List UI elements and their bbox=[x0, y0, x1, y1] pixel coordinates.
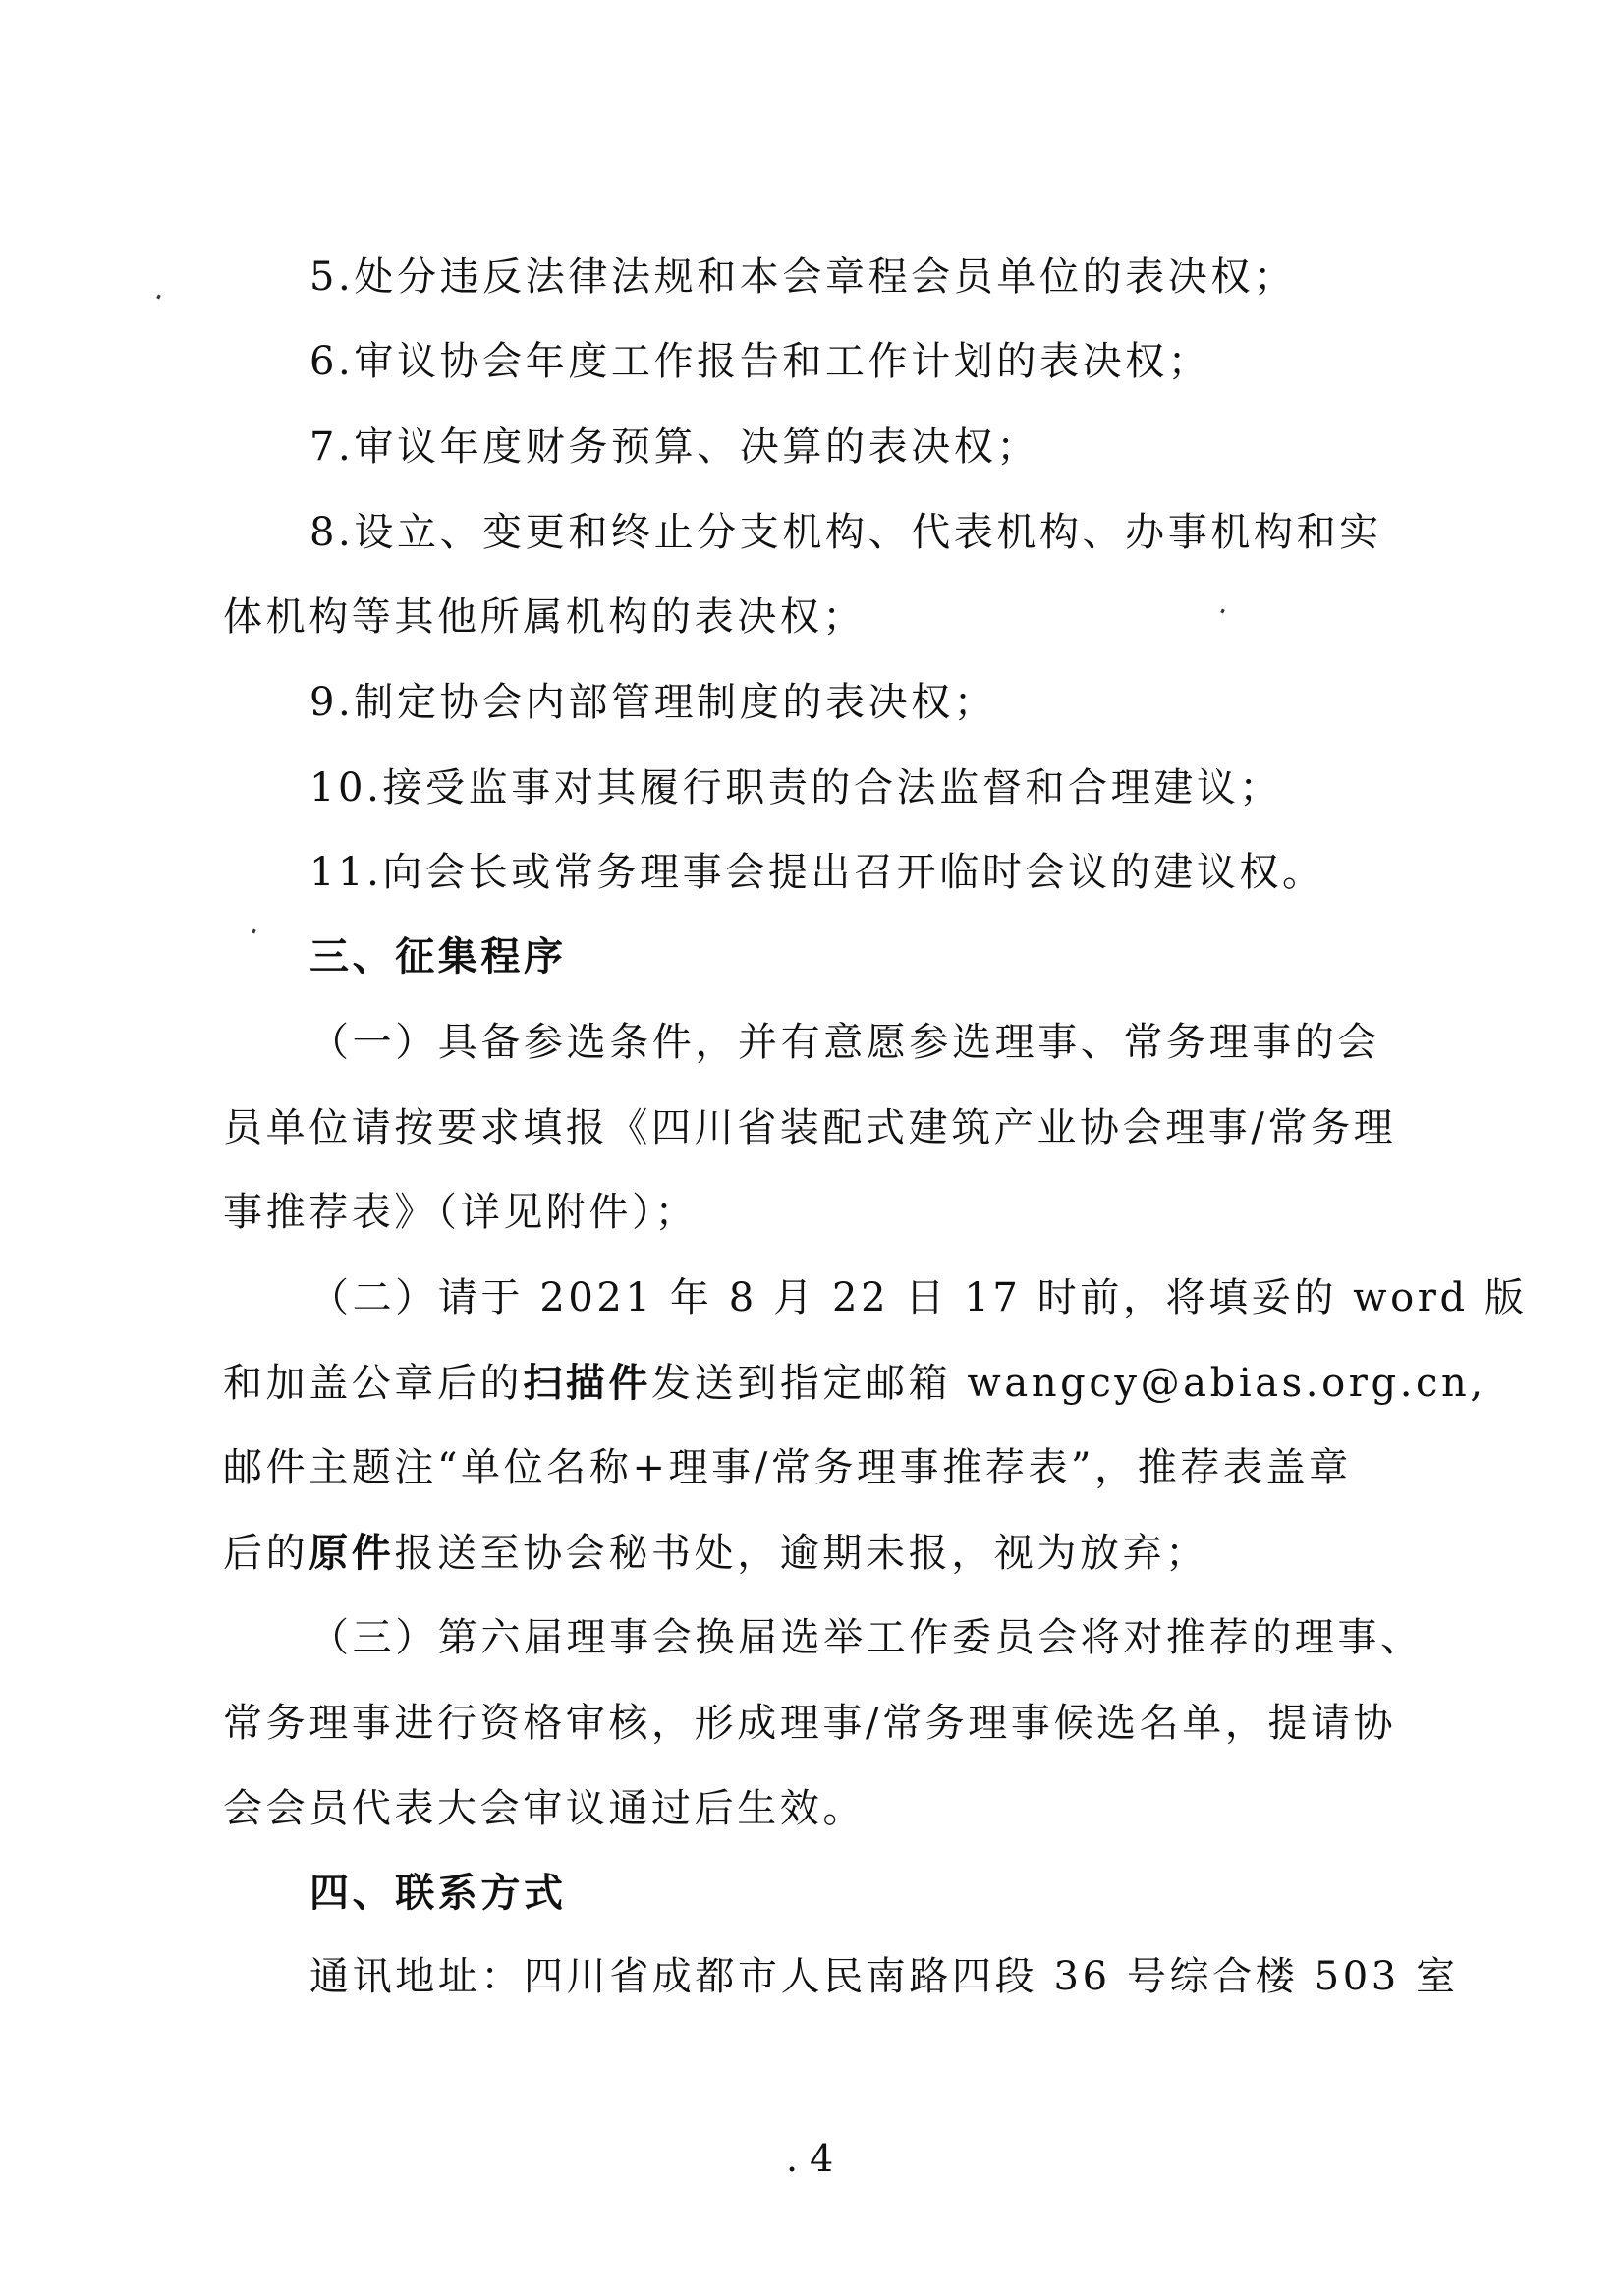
paragraph-item2: （二）请于 2021 年 8 月 22 日 17 时前，将填妥的 word 版 bbox=[309, 1275, 1528, 1320]
list-item: 11.向会长或常务理事会提出召开临时会议的建议权。 bbox=[309, 850, 1325, 895]
list-item: 9.制定协会内部管理制度的表决权； bbox=[309, 680, 997, 725]
text: 后的 bbox=[223, 1531, 309, 1576]
contact-address: 通讯地址：四川省成都市人民南路四段 36 号综合楼 503 室 bbox=[309, 1954, 1459, 1999]
list-item: 10.接受监事对其履行职责的合法监督和合理建议； bbox=[309, 765, 1283, 811]
paragraph-item3-line3: 会会员代表大会审议通过后生效。 bbox=[223, 1786, 866, 1831]
text: 报送至协会秘书处，逾期未报，视为放弃； bbox=[394, 1531, 1208, 1576]
text: 和加盖公章后的 bbox=[223, 1361, 524, 1406]
paragraph-item3: （三）第六届理事会换届选举工作委员会将对推荐的理事、 bbox=[309, 1615, 1424, 1660]
paragraph-item2-line4 bbox=[223, 1530, 1412, 1577]
paragraph-item2-line3: 邮件主题注“单位名称+理事/常务理事推荐表”，推荐表盖章 bbox=[223, 1445, 1352, 1490]
list-item: 6.审议协会年度工作报告和工作计划的表决权； bbox=[309, 339, 1211, 384]
paragraph-item1-line2: 员单位请按要求填报《四川省装配式建筑产业协会理事/常务理 bbox=[223, 1105, 1397, 1150]
list-item: 5.处分违反法律法规和本会章程会员单位的表决权； bbox=[309, 254, 1297, 300]
paragraph-item3-line2: 常务理事进行资格审核，形成理事/常务理事候选名单，提请协 bbox=[223, 1701, 1397, 1746]
section-heading-procedure: 三、征集程序 bbox=[309, 933, 567, 980]
scan-speck bbox=[156, 295, 160, 300]
text-email: 发送到指定邮箱 wangcy@abias.org.cn, bbox=[651, 1361, 1486, 1406]
paragraph-item1-line3: 事推荐表》（详见附件）； bbox=[223, 1190, 699, 1235]
paragraph-item1: （一）具备参选条件，并有意愿参选理事、常务理事的会 bbox=[309, 1020, 1380, 1065]
bold-text-scan: 扫描件 bbox=[523, 1360, 652, 1406]
paragraph-item2-line2 bbox=[223, 1360, 1486, 1407]
list-item-continuation: 体机构等其他所属机构的表决权； bbox=[223, 594, 866, 640]
bold-text-original: 原件 bbox=[308, 1530, 395, 1576]
section-heading-contact: 四、联系方式 bbox=[309, 1870, 567, 1916]
page-number: . 4 bbox=[786, 2137, 834, 2180]
list-item: 8.设立、变更和终止分支机构、代表机构、办事机构和实 bbox=[309, 510, 1382, 555]
scan-speck bbox=[252, 929, 255, 934]
list-item: 7.审议年度财务预算、决算的表决权； bbox=[309, 424, 1039, 470]
